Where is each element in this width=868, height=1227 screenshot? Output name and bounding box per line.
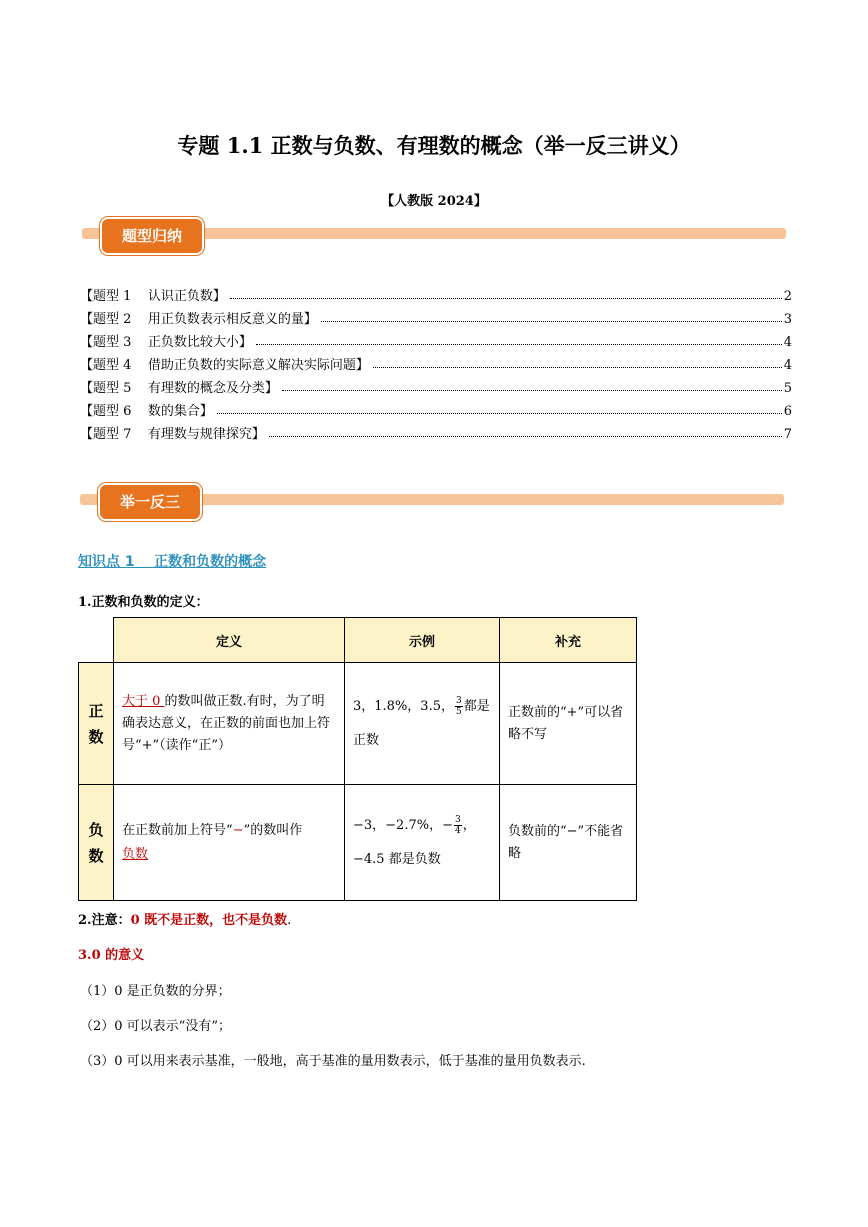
toc-entry[interactable] — [80, 397, 792, 419]
toc-entry[interactable] — [80, 374, 792, 396]
fraction-numerator: 3 — [454, 814, 461, 825]
page-title: 专题 1.1 正数与负数、有理数的概念（举一反三讲义） — [177, 133, 691, 158]
toc-page: 5 — [783, 381, 792, 396]
fraction — [455, 696, 463, 717]
table-header: 定义 — [114, 618, 345, 663]
list-item: （1）0 是正负数的分界； — [80, 984, 231, 999]
example-text: −3，−2.7%，− — [353, 817, 453, 833]
definition-table — [78, 617, 637, 901]
table-header: 补充 — [500, 618, 637, 663]
fraction — [454, 815, 462, 836]
example-text: ，−4.5 都是负数 — [353, 817, 476, 867]
example-text: 3，1.8%，3.5， — [353, 698, 454, 714]
toc-leader — [217, 412, 782, 414]
toc-page: 4 — [783, 335, 792, 350]
toc-label: 【题型 6 数的集合】 — [80, 404, 213, 419]
note-text: 0 既不是正数，也不是负数 — [130, 913, 288, 928]
highlight-text: 大于 0 — [122, 693, 165, 709]
toc-entry[interactable] — [80, 420, 792, 442]
cell-extra: 正数前的“+”可以省略不写 — [500, 663, 637, 785]
toc-leader — [321, 320, 782, 322]
table-corner — [79, 618, 114, 663]
toc-leader — [256, 343, 782, 345]
section-tag-types: 题型归纳 — [100, 217, 204, 255]
section-tag-examples: 举一反三 — [98, 483, 202, 521]
definition-text: ”的数叫作 — [243, 822, 303, 838]
cell-definition — [114, 663, 345, 785]
toc-page: 4 — [783, 358, 792, 373]
cell-example — [345, 663, 500, 785]
toc-entry[interactable] — [80, 282, 792, 304]
example-text: 都是正数 — [353, 698, 490, 748]
toc-label: 【题型 2 用正负数表示相反意义的量】 — [80, 312, 317, 327]
minus-sign: − — [232, 822, 244, 838]
row-head-negative: 负数 — [79, 785, 114, 901]
definition-text: 的数叫做正数.有时，为了明确表达意义，在正数的前面也加上符号“+”（读作“正”） — [122, 693, 331, 753]
toc-leader — [282, 389, 782, 391]
toc-label: 【题型 7 有理数与规律探究】 — [80, 427, 265, 442]
table-header: 示例 — [345, 618, 500, 663]
toc-label: 【题型 3 正负数比较大小】 — [80, 335, 252, 350]
toc-leader — [269, 435, 782, 437]
subheading-definition: 1.正数和负数的定义： — [78, 595, 209, 610]
toc-page: 3 — [783, 312, 792, 327]
cell-definition — [114, 785, 345, 901]
subheading-zero-meaning: 3.0 的意义 — [78, 948, 145, 963]
knowledge-point-heading[interactable]: 知识点 1 正数和负数的概念 — [78, 554, 267, 570]
toc-leader — [230, 297, 782, 299]
fraction-denominator: 5 — [455, 706, 462, 717]
row-head-positive: 正数 — [79, 663, 114, 785]
toc-leader — [373, 366, 782, 368]
toc-entry[interactable] — [80, 328, 792, 350]
toc-entry[interactable] — [80, 351, 792, 373]
note-label: 2.注意： — [78, 913, 131, 928]
toc-label: 【题型 5 有理数的概念及分类】 — [80, 381, 278, 396]
fraction-numerator: 3 — [455, 695, 462, 706]
toc-label: 【题型 4 借助正负数的实际意义解决实际问题】 — [80, 358, 369, 373]
cell-extra: 负数前的“−”不能省略 — [500, 785, 637, 901]
toc-page: 6 — [783, 404, 792, 419]
toc-label: 【题型 1 认识正负数】 — [80, 289, 226, 304]
toc-page: 7 — [783, 427, 792, 442]
fraction-denominator: 4 — [454, 825, 461, 836]
note-line — [78, 909, 291, 928]
highlight-text: 负数 — [122, 846, 149, 862]
definition-text: 在正数前加上符号“ — [122, 822, 233, 838]
toc-page: 2 — [783, 289, 792, 304]
list-item: （3）0 可以用来表示基准，一般地，高于基准的量用数表示，低于基准的量用负数表示. — [80, 1054, 586, 1069]
note-end: . — [287, 913, 292, 928]
cell-example — [345, 785, 500, 901]
page-subtitle: 【人教版 2024】 — [381, 194, 487, 209]
list-item: （2）0 可以表示“没有”； — [80, 1019, 231, 1034]
toc-entry[interactable] — [80, 305, 792, 327]
